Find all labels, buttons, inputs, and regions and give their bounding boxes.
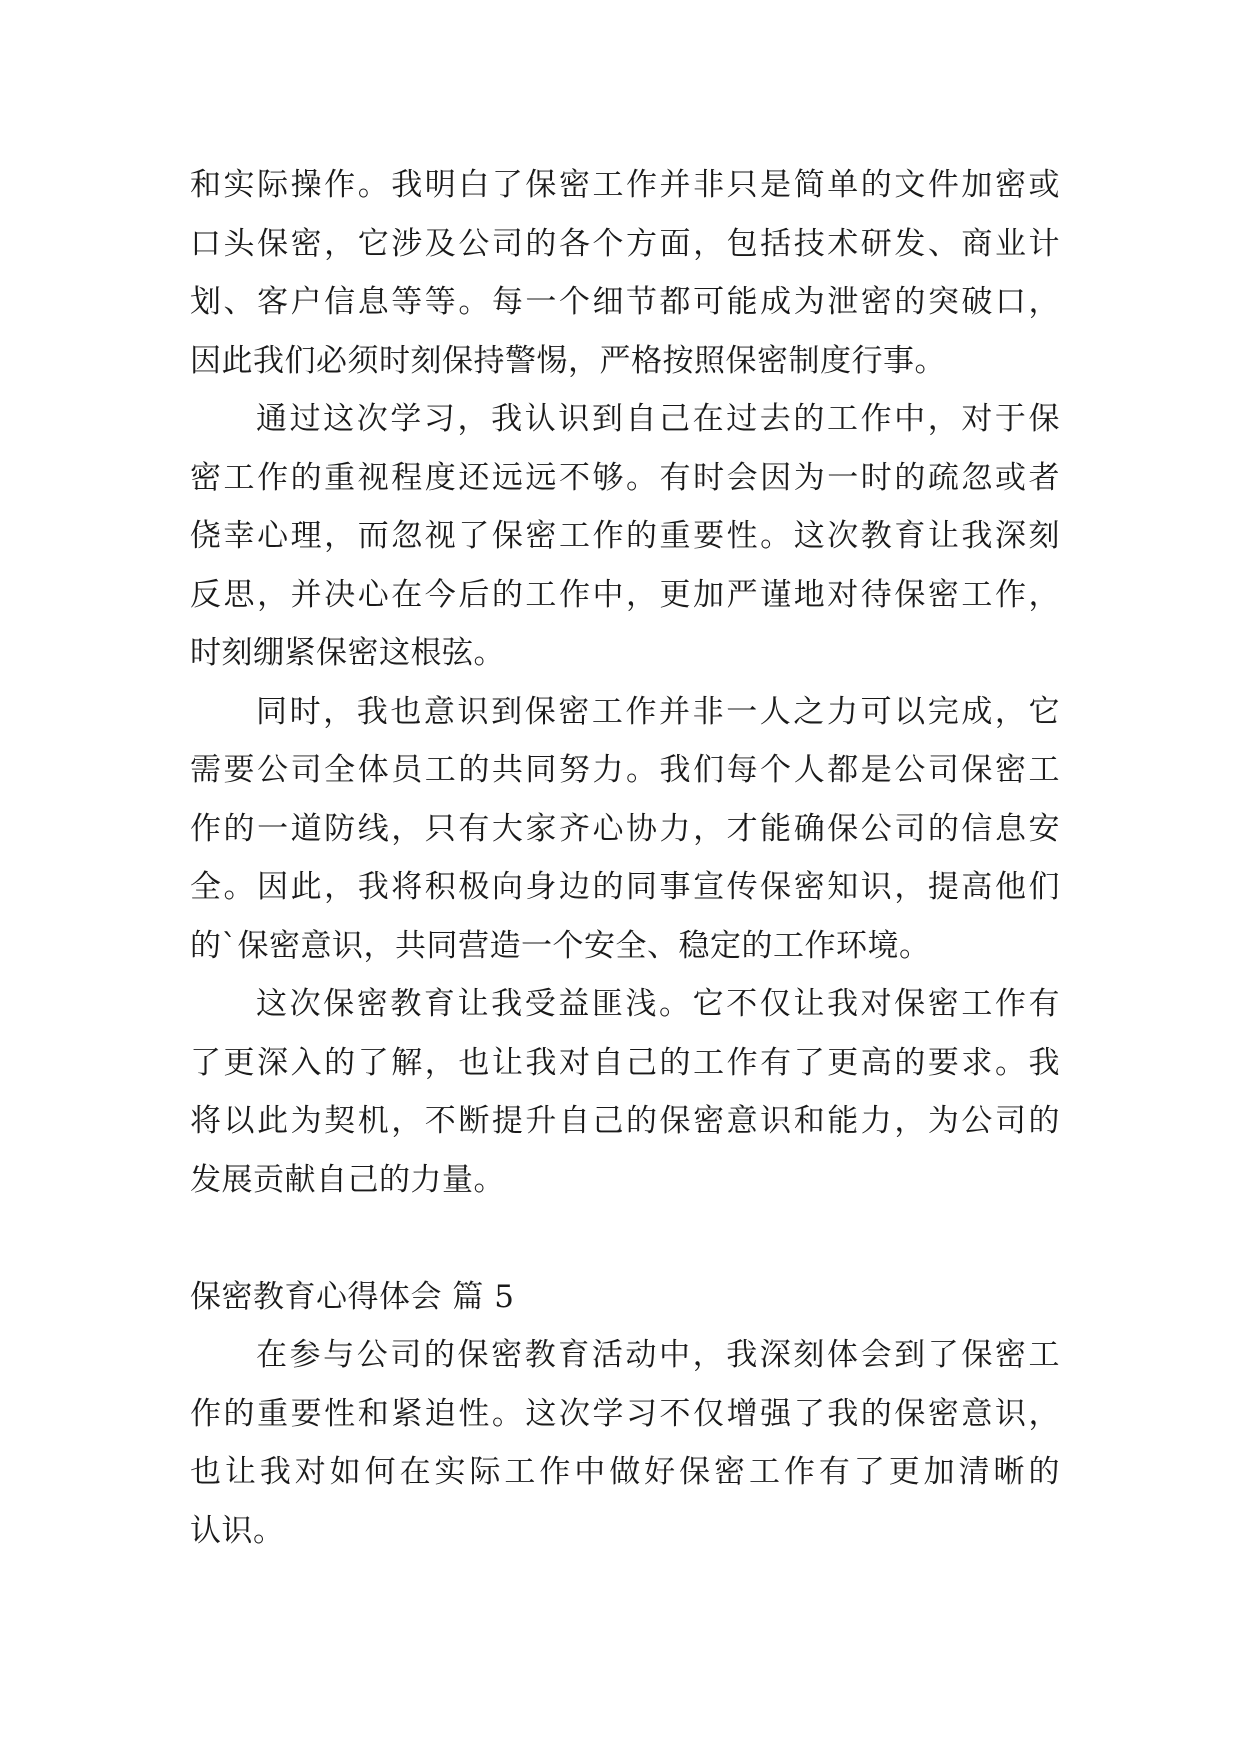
- paragraph-3: [190, 683, 1060, 976]
- section-heading: 保密教育心得体会 篇 5: [190, 1278, 515, 1315]
- paragraph-line: 和实际操作。我明白了保密工作并非只是简单的文件加密或: [190, 167, 1060, 203]
- section-paragraph: [190, 1326, 1060, 1560]
- paragraph-line: 密工作的重视程度还远远不够。有时会因为一时的疏忽或者: [190, 459, 1060, 496]
- paragraph-line: 作的重要性和紧迫性。这次学习不仅增强了我的保密意识，: [190, 1395, 1060, 1432]
- paragraph-line: 通过这次学习，我认识到自己在过去的工作中，对于保: [256, 401, 1060, 437]
- paragraph-1: [190, 156, 1060, 390]
- paragraph-line: 发展贡献自己的力量。: [190, 1161, 505, 1198]
- paragraph-line: 将以此为契机，不断提升自己的保密意识和能力，为公司的: [190, 1103, 1060, 1139]
- paragraph-line: 时刻绷紧保密这根弦。: [190, 635, 505, 671]
- paragraph-line: 的`保密意识，共同营造一个安全、稳定的工作环境。: [190, 927, 931, 964]
- paragraph-line: 需要公司全体员工的共同努力。我们每个人都是公司保密工: [190, 752, 1060, 788]
- paragraph-4: [190, 975, 1060, 1209]
- paragraph-line: 也让我对如何在实际工作中做好保密工作有了更加清晰的: [190, 1454, 1060, 1490]
- document-body: [190, 156, 1060, 1560]
- paragraph-line: 作的一道防线，只有大家齐心协力，才能确保公司的信息安: [190, 810, 1060, 847]
- paragraph-2: [190, 390, 1060, 683]
- paragraph-line: 全。因此，我将积极向身边的同事宣传保密知识，提高他们: [190, 869, 1060, 905]
- paragraph-line: 划、客户信息等等。每一个细节都可能成为泄密的突破口，: [190, 284, 1060, 320]
- paragraph-line: 反思，并决心在今后的工作中，更加严谨地对待保密工作，: [190, 576, 1060, 613]
- paragraph-line: 这次保密教育让我受益匪浅。它不仅让我对保密工作有: [256, 986, 1060, 1022]
- paragraph-line: 口头保密，它涉及公司的各个方面，包括技术研发、商业计: [190, 225, 1060, 262]
- paragraph-line: 了更深入的了解，也让我对自己的工作有了更高的要求。我: [190, 1044, 1060, 1081]
- paragraph-line: 在参与公司的保密教育活动中，我深刻体会到了保密工: [256, 1337, 1060, 1373]
- paragraph-line: 认识。: [190, 1512, 285, 1549]
- section-spacer: [190, 1209, 1060, 1268]
- paragraph-line: 侥幸心理，而忽视了保密工作的重要性。这次教育让我深刻: [190, 518, 1060, 554]
- paragraph-line: 同时，我也意识到保密工作并非一人之力可以完成，它: [256, 693, 1060, 730]
- paragraph-line: 因此我们必须时刻保持警惕，严格按照保密制度行事。: [190, 342, 946, 379]
